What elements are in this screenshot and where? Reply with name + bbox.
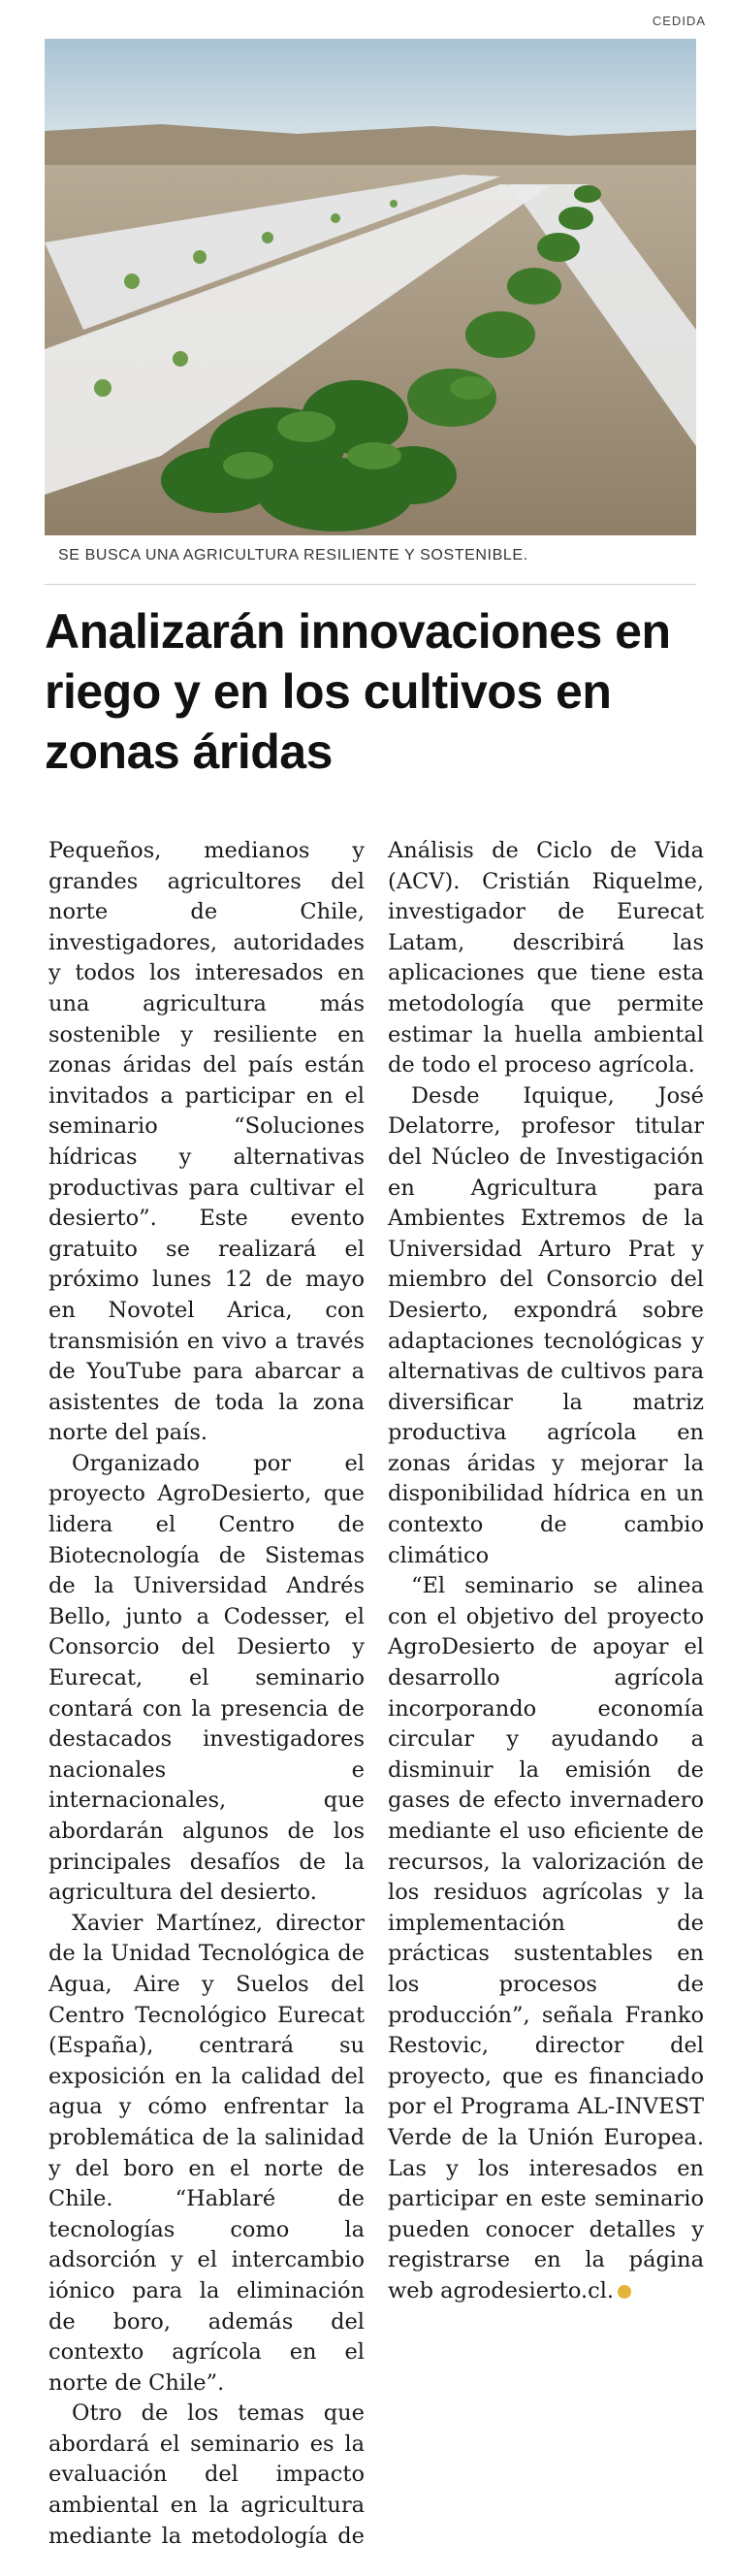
article-body [48,836,704,2553]
article-paragraph: Desde Iquique, José Delatorre, profesor titular del Núcleo de Investigación en Agricultura para Ambientes Extremos de la Universidad Arturo Prat y miembro del Consorcio del Desierto, expondrá sobre adaptaciones tecnológicas y alternativas de cultivos para diversificar la matriz productiva agrícola en zonas áridas y mejorar la disponibilidad hídrica en un contexto de cambio climático [388,1082,704,1568]
article-paragraph-text: “El seminario se alinea con el objetivo del proyecto AgroDesierto de apoyar el desarrollo agrícola incorporando economía circular y ayudando a disminuir la emisión de gases de efecto invernadero mediante el uso eficiente de recursos, la valorización de los residuos agrícolas y la implementación de prácticas sustentables en los procesos de producción”, señala Franko Restovic, director del proyecto, que es financiado por el Programa AL-INVEST Verde de la Unión Europea. Las y los interesados en participar en este seminario pueden conocer detalles y registrarse en la página web agrodesierto.cl. [388,1573,704,2303]
article-paragraph: Otro de los temas que abordará el seminario es la evaluación del impacto ambiental en la agricultura mediante la metodología de Análisis de Ciclo de Vida (ACV). Cristián Riquelme, investigador de Eurecat Latam, describirá las aplicaciones que tiene esta metodología que permite estimar la huella ambiental de todo el proceso agrícola. [48,838,704,2549]
adjacent-page-edge [0,0,10,2576]
photo-caption: SE BUSCA UNA AGRICULTURA RESILIENTE Y SOSTENIBLE. [58,547,528,564]
article-paragraph: Organizado por el proyecto AgroDesierto, que lidera el Centro de Biotecnología de Sistemas de la Universidad Andrés Bello, junto a Codesser, el Consorcio del Desierto y Eurecat, el seminario contará con la presencia de destacados investigadores nacionales e internacionales, que abordarán algunos de los principales desafíos de la agricultura del desierto. [48,1450,365,1906]
article-paragraph: Pequeños, medianos y grandes agricultores del norte de Chile, investigadores, autoridades y todos los interesados en una agricultura más sostenible y resiliente en zonas áridas del país están invitados a participar en el seminario “Soluciones hídricas y alternativas productivas para cultivar el desierto”. Este evento gratuito se realizará el próximo lunes 12 de mayo en Novotel Arica, con transmisión en vivo a través de YouTube para abarcar a asistentes de toda la zona norte del país. [48,838,365,1446]
end-of-article-icon [618,2285,631,2299]
article-headline: Analizarán innovaciones en riego y en los cultivos en zonas áridas [45,604,671,779]
photo-credit: CEDIDA [652,14,706,28]
divider [45,584,696,585]
article-paragraph [388,1571,704,2306]
article-photo [45,39,696,535]
crop-field-illustration [45,39,696,535]
article-paragraph: Xavier Martínez, director de la Unidad Tecnológica de Agua, Aire y Suelos del Centro Tecnológico Eurecat (España), centrará su exposición en la calidad del agua y cómo enfrentar la problemática de la salinidad y del boro en el norte de Chile. “Hablaré de tecnologías como la adsorción y el intercambio iónico para la eliminación de boro, además del contexto agrícola en el norte de Chile”. [48,1910,365,2396]
